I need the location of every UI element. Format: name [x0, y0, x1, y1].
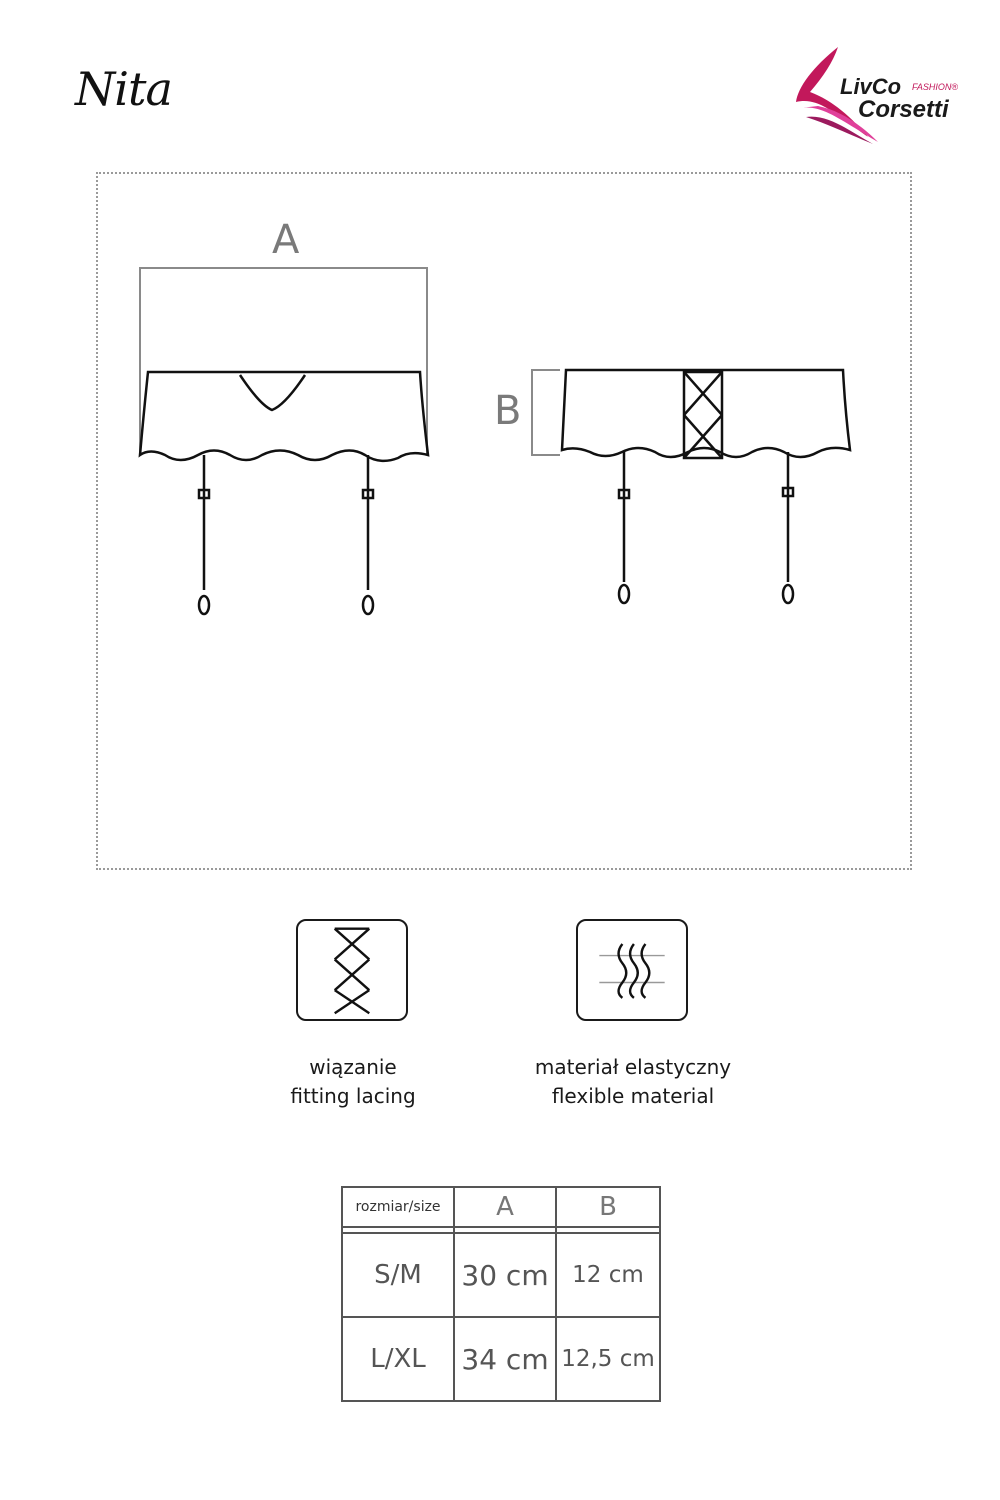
- size-a-cell: 30 cm: [454, 1233, 556, 1317]
- brand-tag-fashion: FASHION®: [912, 82, 958, 92]
- feature-lacing-caption: [203, 1053, 503, 1111]
- size-b-cell: 12,5 cm: [556, 1317, 660, 1401]
- feature-flexible-en: flexible material: [551, 1084, 715, 1108]
- dimension-label-a: A: [272, 217, 300, 263]
- size-table: [341, 1186, 661, 1402]
- product-name: Nita: [75, 62, 172, 116]
- front-view-belt: [140, 372, 428, 461]
- brand-name-livco: LivCo: [840, 74, 902, 99]
- size-cell: S/M: [342, 1233, 454, 1317]
- feature-lacing-en: fitting lacing: [290, 1084, 416, 1108]
- dimension-a-bracket: [140, 268, 427, 455]
- dimension-label-b: B: [494, 388, 522, 434]
- size-table-header-b: B: [556, 1187, 660, 1227]
- wavy-lines-icon: [576, 919, 688, 1021]
- back-view-belt: [562, 370, 850, 458]
- back-view-garters: [619, 452, 793, 603]
- feature-flexible-caption: [483, 1053, 783, 1111]
- feature-lacing-pl: wiązanie: [309, 1055, 397, 1079]
- front-view-garters: [199, 455, 373, 614]
- feature-flexible-pl: materiał elastyczny: [534, 1055, 732, 1079]
- size-table-header-label: rozmiar/size: [342, 1187, 454, 1227]
- size-table-header-a: A: [454, 1187, 556, 1227]
- table-row: [342, 1317, 660, 1401]
- dimension-b-bracket: [532, 370, 560, 455]
- table-row: [342, 1233, 660, 1317]
- size-a-cell: 34 cm: [454, 1317, 556, 1401]
- lacing-icon: [296, 919, 408, 1021]
- brand-name-corsetti: Corsetti: [858, 96, 949, 123]
- size-cell: L/XL: [342, 1317, 454, 1401]
- size-b-cell: 12 cm: [556, 1233, 660, 1317]
- size-table-header: [342, 1187, 660, 1227]
